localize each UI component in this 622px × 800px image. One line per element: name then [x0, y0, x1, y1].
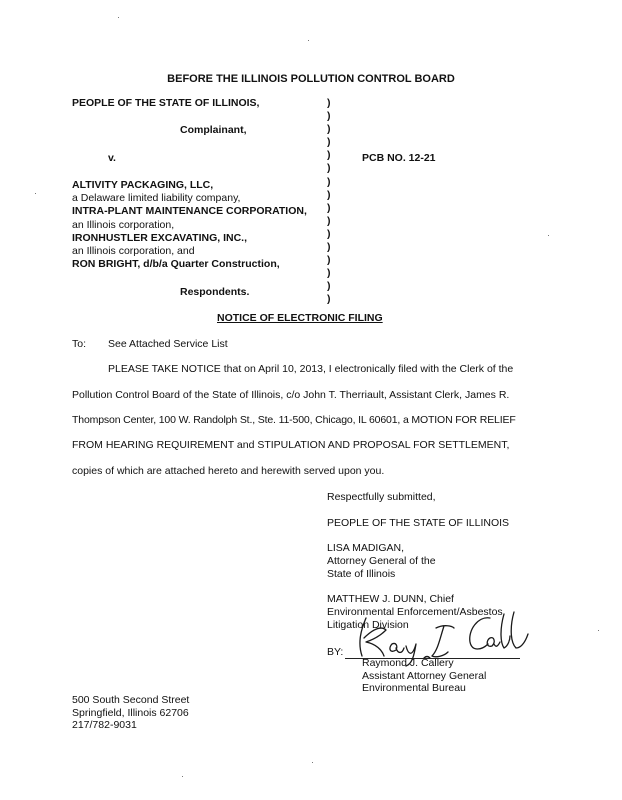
body-line-1: PLEASE TAKE NOTICE that on April 10, 2013, I electronically filed with the Clerk of the [108, 363, 514, 375]
document-title: BEFORE THE ILLINOIS POLLUTION CONTROL BOARD [167, 73, 455, 85]
body-line-5: copies of which are attached hereto and herewith served upon you. [72, 465, 385, 477]
scan-speck [598, 630, 599, 631]
address-line-2: Springfield, Illinois 62706 [72, 706, 189, 719]
address-block [72, 694, 189, 732]
body-line-4: FROM HEARING REQUIREMENT and STIPULATION AND PROPOSAL FOR SETTLEMENT, [72, 439, 510, 451]
caption-parenthesis-column: ) ) ) ) ) ) ) ) ) ) ) ) ) ) ) ) [327, 97, 331, 306]
respondent-line: an Illinois corporation, [72, 218, 175, 231]
signer-name: Raymond J. Callery [362, 657, 454, 669]
scan-speck [312, 762, 313, 763]
to-value: See Attached Service List [108, 338, 228, 350]
complainant-role: Complainant, [180, 124, 247, 136]
complainant-party: PEOPLE OF THE STATE OF ILLINOIS, [72, 97, 260, 109]
signer-block [362, 657, 486, 695]
address-line-1: 500 South Second Street [72, 694, 190, 706]
division-line-1: MATTHEW J. DUNN, Chief [327, 593, 454, 605]
respondent-line: IRONHUSTLER EXCAVATING, INC., [72, 231, 248, 244]
respondents-list [72, 179, 307, 271]
signer-title: Assistant Attorney General [362, 669, 487, 682]
respondent-line: RON BRIGHT, d/b/a Quarter Construction, [72, 258, 280, 271]
respondents-role: Respondents. [180, 286, 250, 298]
ag-line-1: LISA MADIGAN, [327, 542, 405, 554]
versus-label: v. [108, 152, 116, 164]
to-label: To: [72, 338, 87, 350]
signing-party: PEOPLE OF THE STATE OF ILLINOIS [327, 517, 510, 529]
scan-speck [182, 776, 183, 777]
attorney-general-block [327, 542, 436, 581]
division-line-2: Environmental Enforcement/Asbestos [327, 606, 503, 618]
signer-bureau: Environmental Bureau [362, 682, 466, 694]
notice-heading: NOTICE OF ELECTRONIC FILING [217, 312, 383, 324]
closing: Respectfully submitted, [327, 491, 436, 503]
scan-speck [548, 235, 549, 236]
respondent-line: INTRA-PLANT MAINTENANCE CORPORATION, [72, 205, 307, 218]
ag-line-3: State of Illinois [327, 568, 396, 580]
scan-speck [35, 193, 36, 194]
scan-speck [118, 17, 119, 18]
by-label: BY: [327, 646, 344, 658]
ag-line-2: Attorney General of the [327, 555, 436, 567]
body-line-3: Thompson Center, 100 W. Randolph St., Ste. 11-500, Chicago, IL 60601, a MOTION FOR RELIEF [72, 414, 516, 426]
respondent-line: ALTIVITY PACKAGING, LLC, [72, 179, 214, 191]
respondent-line: an Illinois corporation, and [72, 245, 195, 258]
division-line-3: Litigation Division [327, 619, 409, 631]
address-line-3: 217/782-9031 [72, 719, 137, 731]
respondent-line: a Delaware limited liability company, [72, 192, 241, 205]
scan-speck [308, 40, 309, 41]
body-line-2: Pollution Control Board of the State of Illinois, c/o John T. Therriault, Assistant Clerk, James R. [72, 389, 510, 401]
case-number: PCB NO. 12-21 [362, 152, 436, 164]
